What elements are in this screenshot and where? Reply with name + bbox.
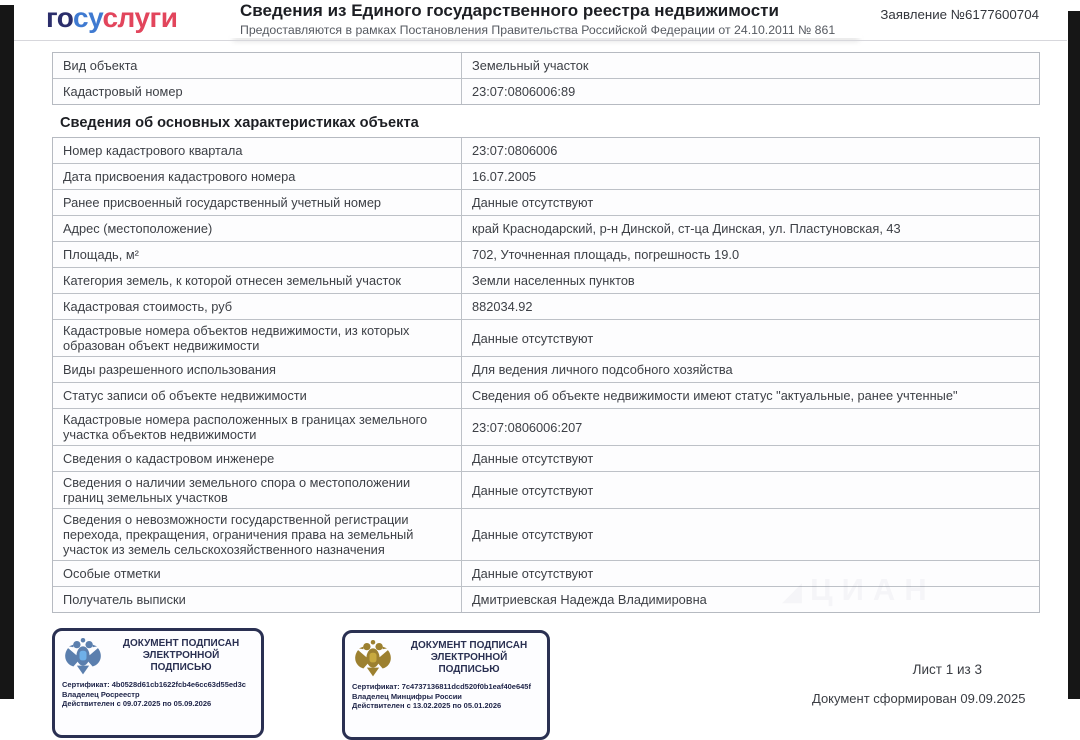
section-title: Сведения об основных характеристиках объекта [60,115,419,131]
watermark-text: ЦИАН [810,572,936,607]
row-value: 23:07:0806006 [472,143,558,158]
stamp-title [108,638,254,674]
row-label: Вид объекта [53,53,462,78]
table-row [53,409,1039,446]
stamp-title-line: ЭЛЕКТРОННОЙ [142,650,220,661]
header-shadow [230,30,862,38]
row-label: Ранее присвоенный государственный учетный номер [53,190,462,215]
table-row [53,138,1039,164]
row-value: Земли населенных пунктов [472,273,635,288]
signature-stamp-rosreestr [52,628,264,738]
table-row [53,383,1039,409]
logo-part-blue: су [73,2,103,33]
stamp-head [62,636,254,676]
stamp-owner: Владелец Росреестр [62,689,140,699]
double-headed-eagle-icon [352,638,394,678]
logo-part-red: слуги [102,2,178,33]
row-label: Дата присвоения кадастрового номера [53,164,462,189]
row-label: Кадастровые номера объектов недвижимости, из которых образован объект недвижимости [53,320,462,356]
row-label: Категория земель, к которой отнесен земельный участок [53,268,462,293]
table-row [53,357,1039,383]
stamp-title-line: ЭЛЕКТРОННОЙ [430,652,508,663]
row-value: 702, Уточненная площадь, погрешность 19.0 [472,247,740,262]
row-value: Земельный участок [472,58,589,73]
row-value: Данные отсутствуют [472,482,594,498]
clipped-footer-line: Документ сформирован 09.09.2025 [812,691,1026,706]
gosuslugi-logo [46,2,177,34]
characteristics-table [52,137,1040,613]
row-value: 882034.92 [472,299,533,314]
row-value: 16.07.2005 [472,169,537,184]
table-row [53,509,1039,561]
stamp-validity: Действителен с 13.02.2025 по 05.01.2026 [352,701,502,710]
table-row [53,79,1039,104]
stamp-certificate: Сертификат: 7c4737136811dcd520f0b1eaf40e645f [352,682,531,691]
double-headed-eagle-icon [62,636,104,676]
table-row [53,320,1039,357]
table-row [53,472,1039,509]
watermark-icon: ◢ [782,576,804,606]
object-summary-table [52,52,1040,105]
table-row [53,268,1039,294]
row-value: 23:07:0806006:207 [472,419,583,435]
row-label: Площадь, м² [53,242,462,267]
row-value: Данные отсутствуют [472,195,594,210]
stamp-head [352,638,540,678]
watermark [782,572,936,608]
row-label: Виды разрешенного использования [53,357,462,382]
row-value: Данные отсутствуют [472,330,594,346]
stamp-certificate: Сертификат: 4b0528d61cb1622fcb4e6cc63d55ed3c [62,680,246,689]
logo-part-dark: го [46,2,74,33]
table-row [53,53,1039,79]
row-label: Особые отметки [53,561,462,586]
row-label: Номер кадастрового квартала [53,138,462,163]
application-number: Заявление №6177600704 [880,7,1039,22]
header-divider [14,40,1067,41]
document-subtitle: Предоставляются в рамках Постановления Правительства Российской Федерации от 24.10.2011 № 861 [240,23,836,37]
signature-stamp-mintsifry [342,630,550,740]
table-row [53,164,1039,190]
stamp-title-line: ДОКУМЕНТ ПОДПИСАН [122,638,240,649]
stamp-certificate-block [62,680,254,709]
table-row [53,242,1039,268]
stamp-owner: Владелец Минцифры России [352,691,462,701]
stamp-title-line: ДОКУМЕНТ ПОДПИСАН [410,640,528,651]
row-value: Данные отсутствуют [472,566,594,581]
row-value: Сведения об объекте недвижимости имеют статус "актуальные, ранее учтенные" [472,388,958,403]
row-value: Данные отсутствуют [472,451,594,466]
row-label: Сведения о невозможности государственной регистрации перехода, прекращения, ограничения права на земельный участок из земель сельскохозяйственного назначения [53,509,462,560]
document-title: Сведения из Единого государственного реестра недвижимости [240,1,779,20]
row-label: Адрес (местоположение) [53,216,462,241]
row-value: Для ведения личного подсобного хозяйства [472,362,733,377]
table-row [53,446,1039,472]
table-row [53,190,1039,216]
row-value: 23:07:0806006:89 [472,84,576,99]
row-label: Сведения о наличии земельного спора о местоположении границ земельных участков [53,472,462,508]
row-value: Данные отсутствуют [472,527,594,542]
table-row [53,294,1039,320]
row-label: Кадастровая стоимость, руб [53,294,462,319]
row-label: Сведения о кадастровом инженере [53,446,462,471]
stamp-certificate-block [352,682,540,711]
stamp-title [398,640,540,676]
left-edge-bar [0,5,14,699]
row-value: край Краснодарский, р-н Динской, ст-ца Динская, ул. Пластуновская, 43 [472,221,901,236]
row-value: Дмитриевская Надежда Владимировна [472,592,707,607]
row-label: Кадастровые номера расположенных в границах земельного участка объектов недвижимости [53,409,462,445]
right-edge-bar [1068,11,1080,699]
stamp-validity: Действителен с 09.07.2025 по 05.09.2026 [62,699,212,708]
row-label: Статус записи об объекте недвижимости [53,383,462,408]
stamp-title-line: ПОДПИСЬЮ [438,664,500,675]
stamp-title-line: ПОДПИСЬЮ [150,662,212,673]
page-indicator: Лист 1 из 3 [912,662,982,677]
table-row [53,216,1039,242]
row-label: Кадастровый номер [53,79,462,104]
row-label: Получатель выписки [53,587,462,612]
